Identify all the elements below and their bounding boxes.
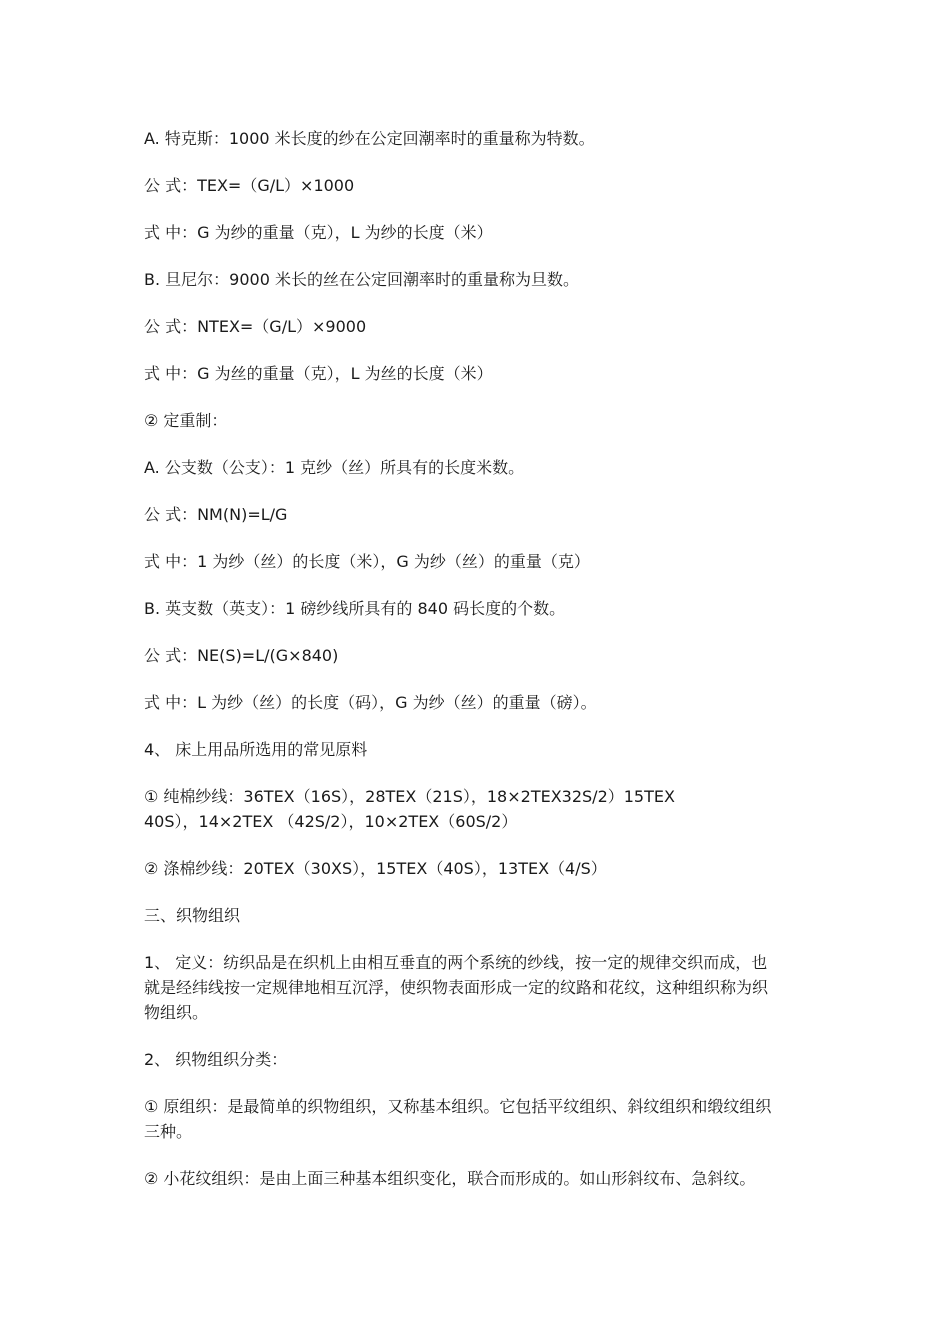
- paragraph-tex-legend: 式 中：G 为纱的重量（克），L 为纱的长度（米）: [144, 223, 493, 242]
- paragraph-weave-definition: 1、 定义：纺织品是在织机上由相互垂直的两个系统的纱线，按一定的规律交织而成，也 就是经纬线按一定规律地相互沉浮，使织物表面形成一定的纹路和花纹，这种组织称为织 物组织。: [144, 953, 769, 1022]
- paragraph-metric-count-definition: A. 公支数（公支）：1 克纱（丝）所具有的长度米数。: [144, 458, 525, 477]
- paragraph-metric-count-legend: 式 中：1 为纱（丝）的长度（米），G 为纱（丝）的重量（克）: [144, 552, 590, 571]
- paragraph-small-pattern-weave: ② 小花纹组织：是由上面三种基本组织变化，联合而形成的。如山形斜纹布、急斜纹。: [144, 1169, 756, 1188]
- paragraph-poly-cotton-yarn: ② 涤棉纱线：20TEX（30XS），15TEX（40S），13TEX（4/S）: [144, 859, 607, 878]
- paragraph-cotton-yarn: ① 纯棉纱线：36TEX（16S），28TEX（21S），18×2TEX32S/2）15TEX 40S），14×2TEX （42S/2），10×2TEX（60S/2）: [144, 787, 675, 831]
- paragraph-basic-weave: ① 原组织：是最简单的织物组织，又称基本组织。它包括平纹组织、斜纹组织和缎纹组织 三种。: [144, 1097, 772, 1141]
- paragraph-section-three-heading: 三、织物组织: [144, 906, 241, 925]
- paragraph-denier-formula: 公 式：NTEX=（G/L）×9000: [144, 317, 367, 336]
- document-body: [144, 126, 808, 1213]
- paragraph-english-count-formula: 公 式：NE(S)=L/(G×840): [144, 646, 339, 665]
- paragraph-bedding-materials-heading: 4、 床上用品所选用的常见原料: [144, 740, 368, 759]
- paragraph-tex-formula: 公 式：TEX=（G/L）×1000: [144, 176, 355, 195]
- paragraph-metric-count-formula: 公 式：NM(N)=L/G: [144, 505, 288, 524]
- paragraph-weave-classification-heading: 2、 织物组织分类：: [144, 1050, 288, 1069]
- paragraph-fixed-weight-heading: ② 定重制：: [144, 411, 228, 430]
- paragraph-english-count-legend: 式 中：L 为纱（丝）的长度（码），G 为纱（丝）的重量（磅）。: [144, 693, 597, 712]
- paragraph-tex-definition: A. 特克斯：1000 米长度的纱在公定回潮率时的重量称为特数。: [144, 129, 595, 148]
- paragraph-denier-legend: 式 中：G 为丝的重量（克），L 为丝的长度（米）: [144, 364, 493, 383]
- paragraph-denier-definition: B. 旦尼尔：9000 米长的丝在公定回潮率时的重量称为旦数。: [144, 270, 579, 289]
- paragraph-english-count-definition: B. 英支数（英支）：1 磅纱线所具有的 840 码长度的个数。: [144, 599, 566, 618]
